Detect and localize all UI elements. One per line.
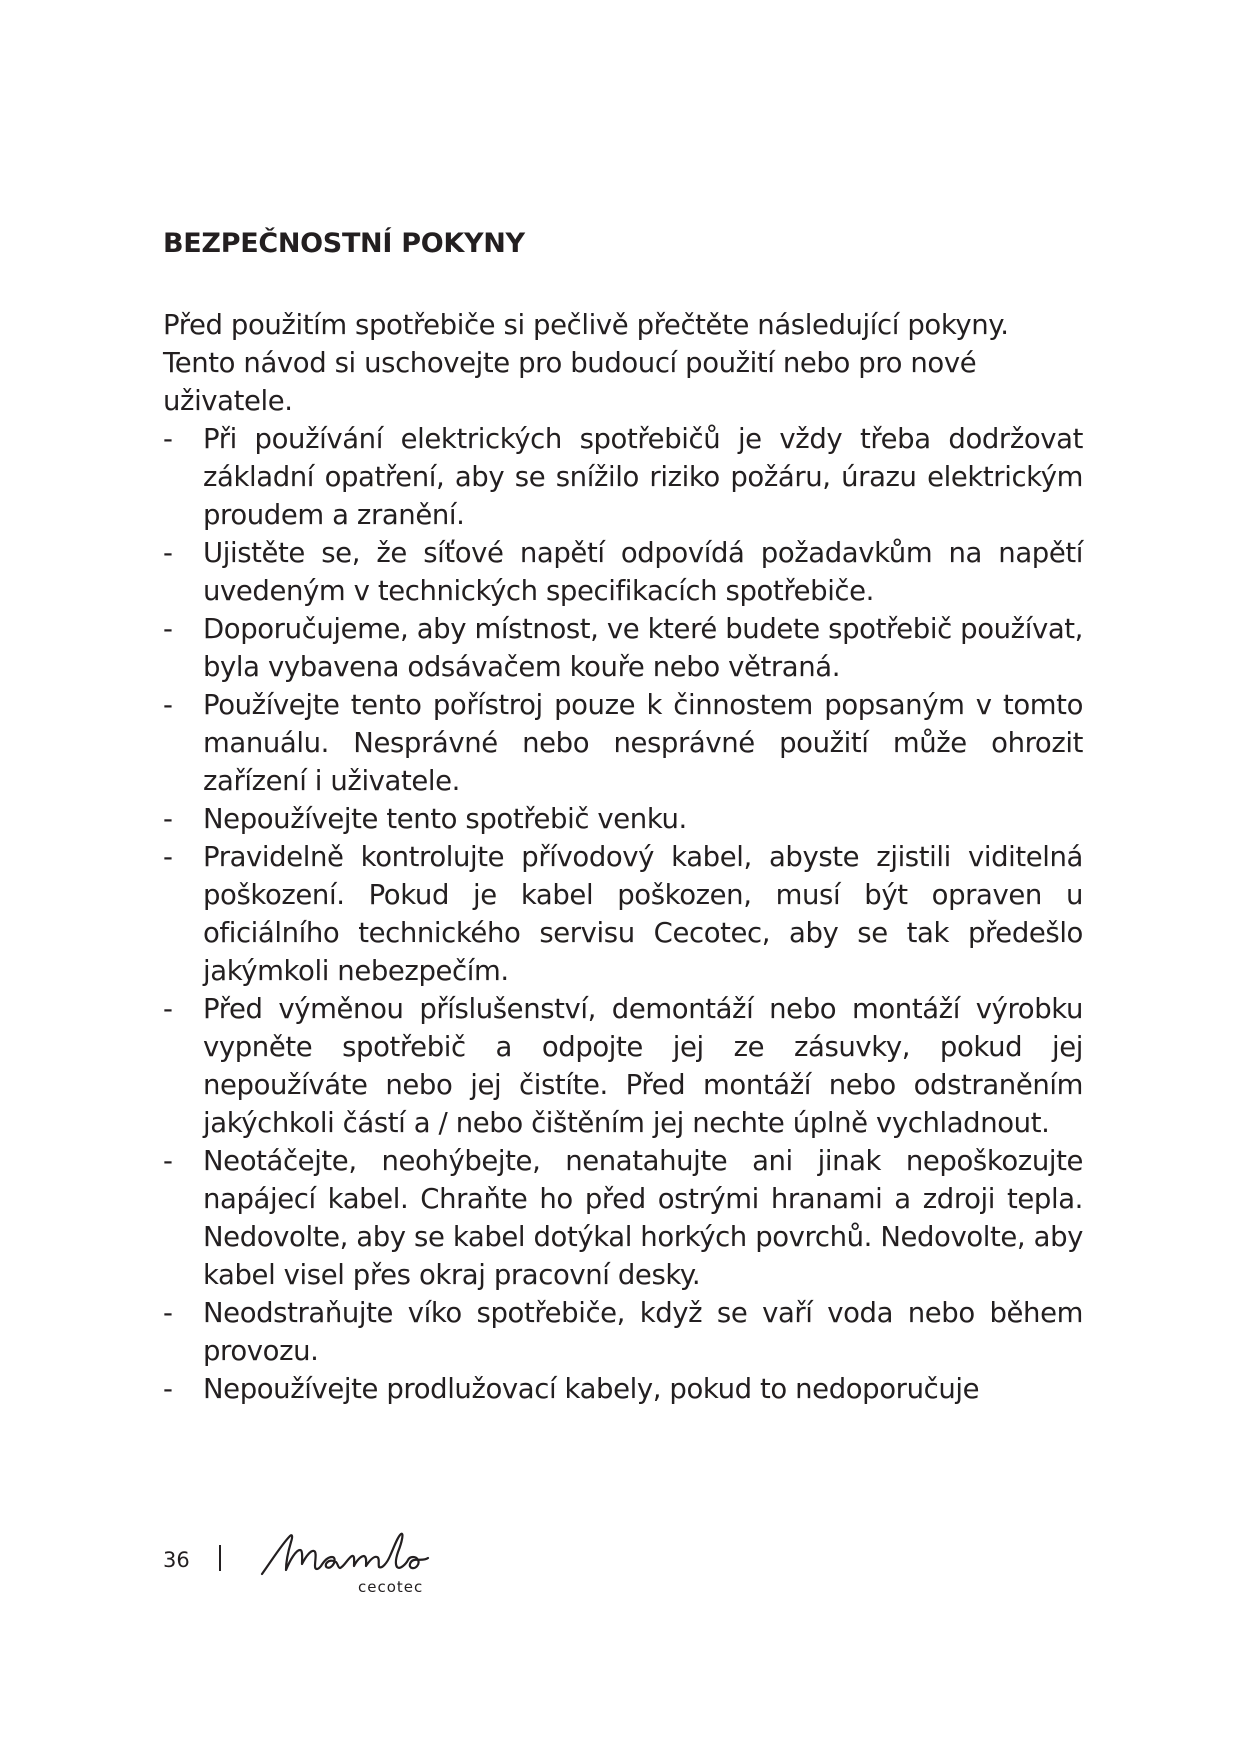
list-dash: - [163, 841, 173, 873]
list-item-text: Nepoužívejte prodlužovací kabely, pokud to nedoporučuje [203, 1373, 980, 1405]
list-item-text: Před výměnou příslušenství, demontáží nebo montáží výrobku vypněte spotřebič a odpojte jej ze zásuvky, pokud jej nepoužíváte nebo jej čistíte. Před montáží nebo odstraněním jakýchkoli částí a / nebo čištěním jej nechte úplně vychladnout. [203, 993, 1083, 1139]
list-item [163, 420, 1083, 534]
list-item [163, 1370, 1083, 1408]
list-item-text: Používejte tento pořístroj pouze k činnostem popsaným v tomto manuálu. Nesprávné nebo nesprávné použití může ohrozit zařízení i uživatele. [203, 689, 1083, 797]
list-dash: - [163, 689, 173, 721]
list-dash: - [163, 613, 173, 645]
list-item [163, 686, 1083, 800]
safety-list [163, 420, 1083, 1408]
list-item-text: Neotáčejte, neohýbejte, nenatahujte ani jinak nepoškozujte napájecí kabel. Chraňte ho před ostrými hranami a zdroji tepla. Nedovolte, aby se kabel dotýkal horkých povrchů. Nedovolte, aby kabel visel přes okraj pracovní desky. [203, 1145, 1083, 1291]
list-item [163, 990, 1083, 1142]
list-dash: - [163, 423, 173, 455]
list-item [163, 838, 1083, 990]
list-item-text: Neodstraňujte víko spotřebiče, když se vaří voda nebo během provozu. [203, 1297, 1083, 1367]
logo-subtext: cecotec [358, 1578, 424, 1596]
list-dash: - [163, 537, 173, 569]
list-item-text: Doporučujeme, aby místnost, ve které budete spotřebič používat, byla vybavena odsávačem kouře nebo větraná. [203, 613, 1083, 683]
section-heading: BEZPEČNOSTNÍ POKYNY [163, 228, 525, 259]
mambo-logo [258, 1530, 458, 1605]
footer-separator [219, 1545, 221, 1571]
list-item [163, 1294, 1083, 1370]
list-dash: - [163, 803, 173, 835]
intro-paragraph: Před použitím spotřebiče si pečlivě přečtěte následující pokyny. Tento návod si uschovejte pro budoucí použití nebo pro nové uživatele. [163, 309, 1009, 417]
list-item-text: Pravidelně kontrolujte přívodový kabel, abyste zjistili viditelná poškození. Pokud je kabel poškozen, musí být opraven u oficiálního technického servisu Cecotec, aby se tak předešlo jakýmkoli nebezpečím. [203, 841, 1083, 987]
list-dash: - [163, 993, 173, 1025]
list-item-text: Nepoužívejte tento spotřebič venku. [203, 803, 687, 835]
list-item-text: Při používání elektrických spotřebičů je vždy třeba dodržovat základní opatření, aby se snížilo riziko požáru, úrazu elektrickým proudem a zranění. [203, 423, 1083, 531]
mambo-script-logo [258, 1530, 458, 1580]
list-item [163, 610, 1083, 686]
list-dash: - [163, 1145, 173, 1177]
list-item-text: Ujistěte se, že síťové napětí odpovídá požadavkům na napětí uvedeným v technických specifikacích spotřebiče. [203, 537, 1083, 607]
list-item [163, 534, 1083, 610]
page-footer [163, 1530, 563, 1610]
list-dash: - [163, 1373, 173, 1405]
list-item [163, 1142, 1083, 1294]
list-item [163, 800, 1083, 838]
page-number: 36 [163, 1548, 190, 1572]
list-dash: - [163, 1297, 173, 1329]
content-body [163, 306, 1083, 1408]
